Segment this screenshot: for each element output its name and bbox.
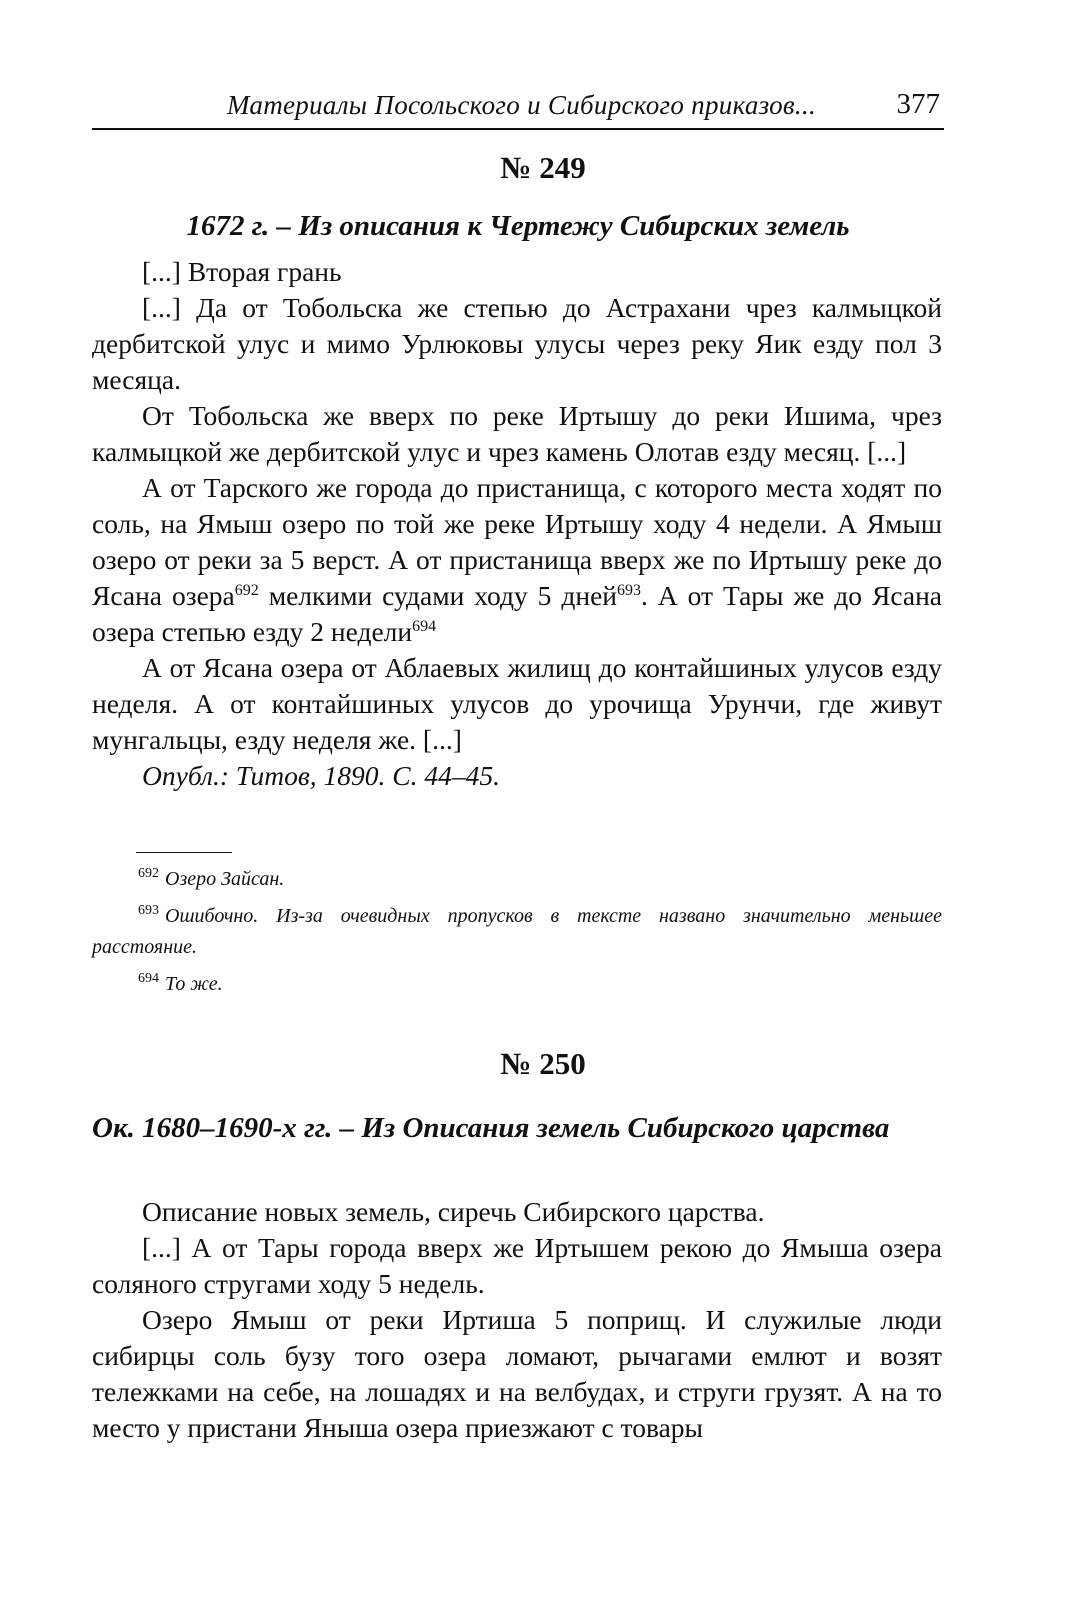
paragraph: [...] А от Тары города вверх же Иртышем рекою до Ямыша озера соляного стругами ходу 5 недель. (92, 1232, 942, 1299)
running-header (92, 88, 944, 130)
paragraph: От Тобольска же вверх по реке Иртышу до реки Ишима, чрез калмыцкой же дербитской улус и чрез камень Олотав езду месяц. [...] (92, 400, 942, 467)
document-body-249 (92, 254, 942, 794)
paragraph: Озеро Ямыш от реки Иртиша 5 поприщ. И служилые люди сибирцы соль бузу того озера ломают, рычагами емлют и возят тележками на себе, на лошадях и на велбудах, и струги грузят. А на то место у пристани Яныша озера приезжают с товары (92, 1304, 942, 1443)
document-number-250: № 250 (500, 1046, 586, 1081)
footnote-ref-694[interactable]: 694 (412, 618, 437, 635)
running-title: Материалы Посольского и Сибирского приказов... (227, 90, 817, 120)
page-number: 377 (896, 88, 940, 120)
paragraph: [...] Вторая грань (142, 256, 342, 287)
footnote-text: Озеро Зайсан. (165, 868, 285, 890)
footnote-number: 692 (138, 866, 159, 881)
footnote-text: Ошибочно. Из-за очевидных пропусков в тексте названо значительно меньшее расстояние. (92, 905, 942, 958)
footnote (92, 895, 942, 963)
paragraph: А от Ясана озера от Аблаевых жилищ до контайшиных улусов езду неделя. А от контайшиных улусов до урочища Урунчи, где живут мунгальцы, езду неделя же. [...] (92, 652, 942, 755)
footnote (92, 963, 942, 1000)
document-body-250 (92, 1194, 942, 1446)
footnote-ref-693[interactable]: 693 (617, 582, 641, 599)
text-run: А от Тарского же города до пристанища, с которого места ходят по соль, на Ямыш озеро по той же реке Иртышу ходу 4 недели. А Ямыш озеро от реки за 5 верст. А от пристанища вверх же по Иртышу реке до Ясана озера (92, 472, 942, 611)
paragraph: Описание новых земель, сиречь Сибирского царства. (142, 1196, 765, 1227)
footnote-divider (136, 852, 232, 853)
text-run: мелкими судами ходу 5 дней (258, 580, 617, 611)
text-run: . А от Тары же до Ясана озера степью езду 2 недели (92, 580, 942, 647)
footnote-ref-692[interactable]: 692 (234, 582, 259, 599)
document-number-249: № 249 (500, 150, 586, 185)
footnote (92, 858, 942, 895)
document-heading-249: 1672 г. – Из описания к Чертежу Сибирских земель (186, 210, 850, 242)
footnote-text: То же. (165, 973, 223, 995)
document-heading-250: Ок. 1680–1690-х гг. – Из Описания земель Сибирского царства (92, 1112, 890, 1144)
footnote-number: 694 (138, 971, 159, 986)
source-citation: Опубл.: Титов, 1890. С. 44–45. (142, 760, 501, 791)
paragraph: [...] Да от Тобольска же степью до Астрахани чрез калмыцкой дербитской улус и мимо Урлюковы улусы через реку Яик езду пол 3 месяца. (92, 292, 942, 395)
footnote-number: 693 (138, 903, 159, 918)
footnotes (92, 858, 942, 1000)
paragraph (92, 470, 942, 650)
